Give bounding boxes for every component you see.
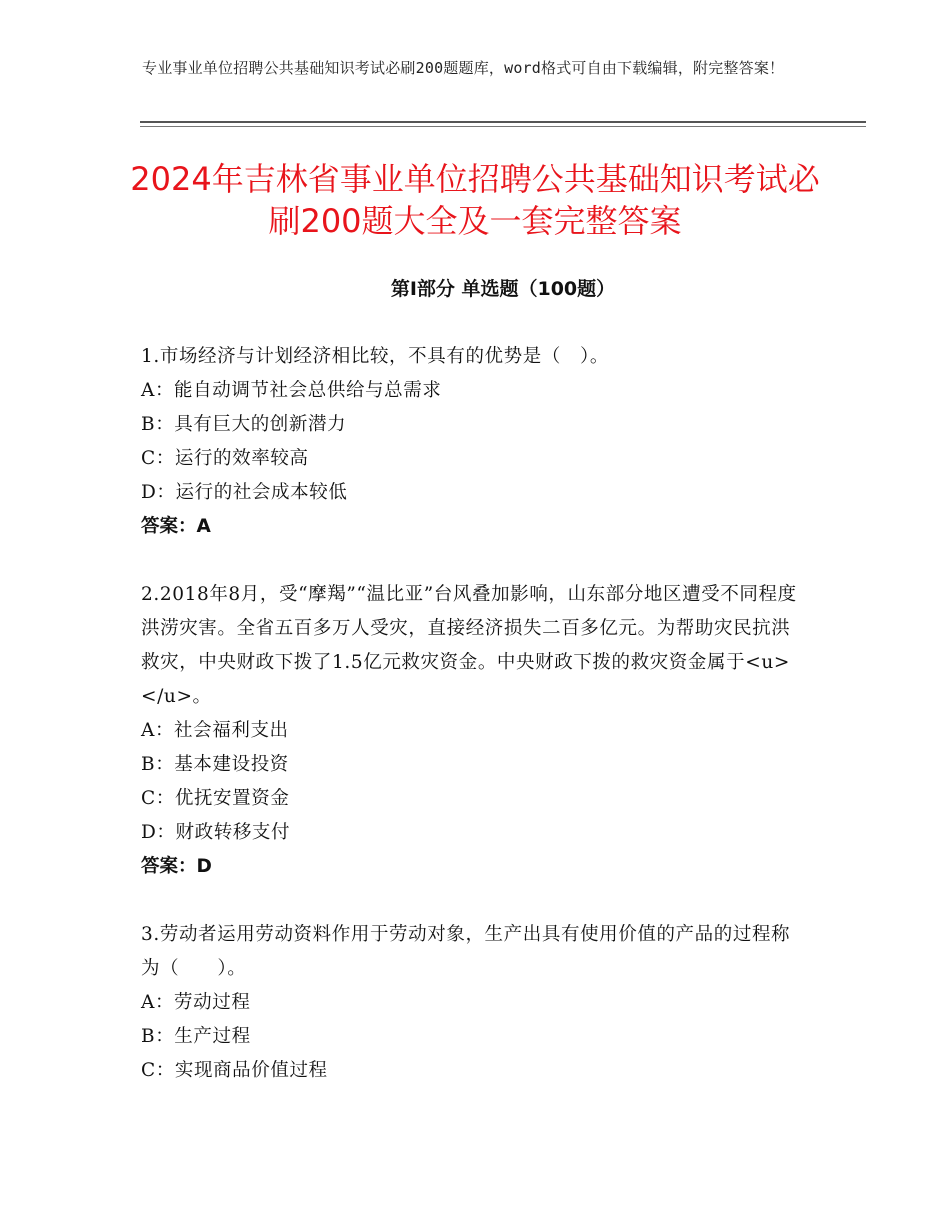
header-note: 专业事业单位招聘公共基础知识考试必刷200题题库，word格式可自由下载编辑，附完整答案！ [142,59,785,77]
question-1 [141,340,801,544]
option-c: C：运行的效率较高 [141,448,309,469]
option-b: B：基本建设投资 [141,754,289,775]
option-d: D：财政转移支付 [141,822,291,843]
document-title: 2024年吉林省事业单位招聘公共基础知识考试必刷200题大全及一套完整答案 [130,160,820,240]
option-b: B：生产过程 [141,1026,251,1047]
option-d: D：运行的社会成本较低 [141,482,348,503]
section-title: 第Ⅰ部分 单选题（100题） [390,278,616,300]
question-text: 3.劳动者运用劳动资料作用于劳动对象，生产出具有使用价值的产品的过程称为（ ）。 [141,924,791,979]
option-c: C：实现商品价值过程 [141,1060,328,1081]
question-text: 2.2018年8月，受“摩羯”“温比亚”台风叠加影响，山东部分地区遭受不同程度洪涝灾害。全省五百多万人受灾，直接经济损失二百多亿元。为帮助灾民抗洪救灾，中央财政下拨了1.5亿元救灾资金。中央财政下拨的救灾资金属于<u> </u>。 [141,584,848,707]
option-a: A：劳动过程 [141,992,251,1013]
option-a: A：能自动调节社会总供给与总需求 [141,380,442,401]
question-3 [141,918,801,1088]
header-rule-thin [140,126,866,127]
option-c: C：优抚安置资金 [141,788,290,809]
option-a: A：社会福利支出 [141,720,289,741]
question-text: 1.市场经济与计划经济相比较，不具有的优势是（ ）。 [141,346,610,367]
answer: 答案：D [141,856,212,877]
option-b: B：具有巨大的创新潜力 [141,414,347,435]
question-2 [141,578,848,884]
header-rule-thick [140,121,866,123]
question-list [141,340,848,1122]
answer: 答案：A [141,516,211,537]
